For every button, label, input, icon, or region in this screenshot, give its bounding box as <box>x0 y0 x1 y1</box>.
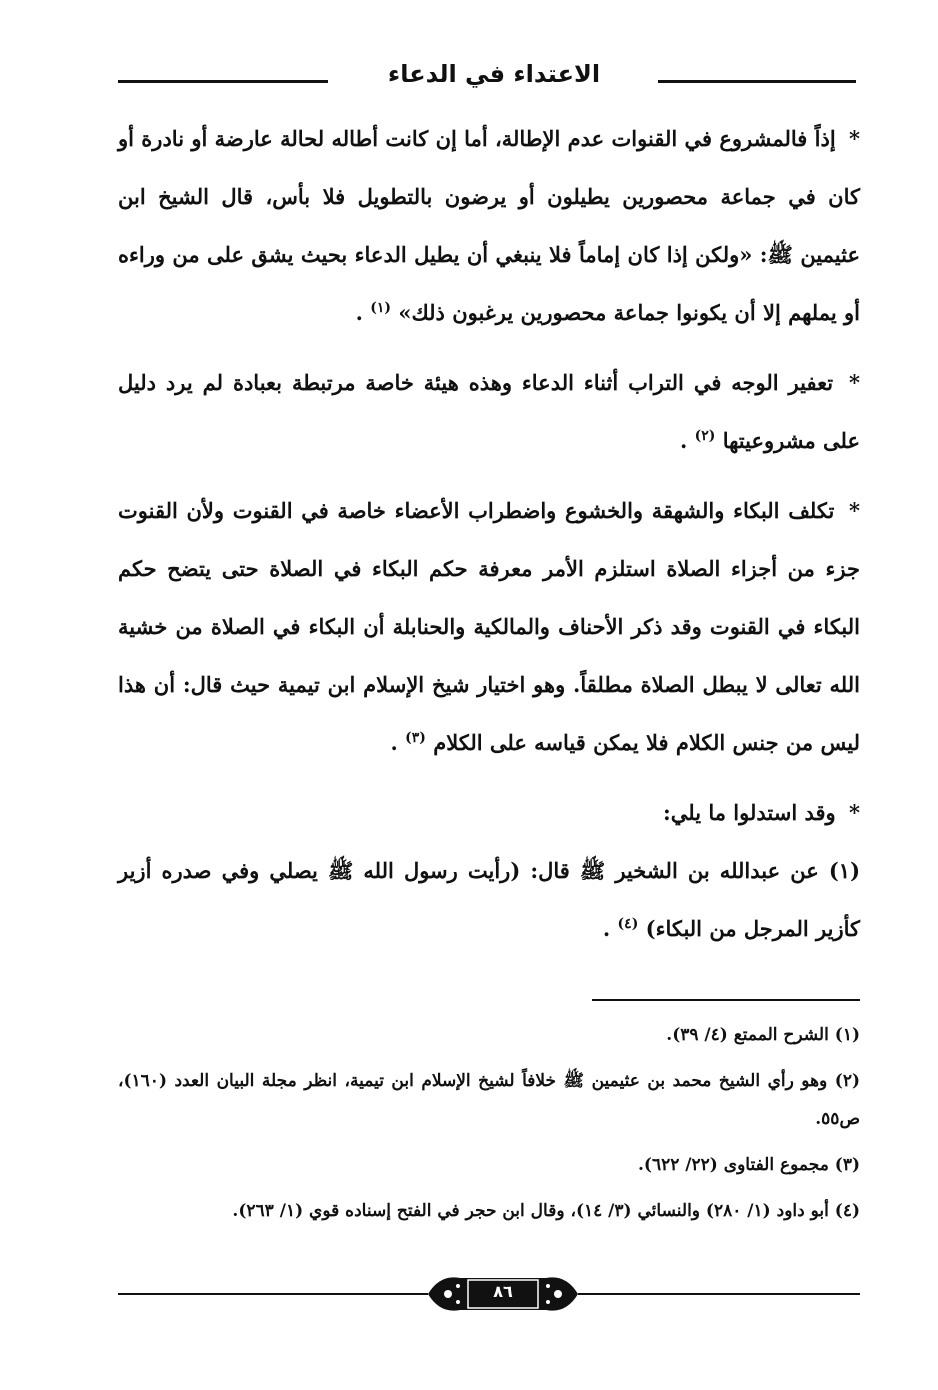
paragraph-end: . <box>390 730 398 755</box>
bullet-star: * <box>849 498 860 523</box>
main-text <box>118 110 860 970</box>
footnote-1: (١) الشرح الممتع (٤/ ٣٩). <box>666 1025 860 1045</box>
footnote-ref[interactable]: (٤) <box>617 916 639 932</box>
paragraph-text: تعفير الوجه في التراب أثناء الدعاء وهذه هيئة خاصة مرتبطة بعبادة لم يرد دليل على مشروعيتها <box>118 370 860 453</box>
running-header-title: الاعتداء في الدعاء <box>387 60 601 88</box>
paragraph-end: . <box>355 300 363 325</box>
footnote-3: (٣) مجموع الفتاوى (٢٢/ ٦٢٢). <box>638 1155 860 1175</box>
paragraph-1 <box>118 110 860 342</box>
bullet-star: * <box>849 800 860 825</box>
paragraph-end: . <box>602 916 611 941</box>
paragraph-5 <box>118 842 860 958</box>
bullet-star: * <box>849 370 860 395</box>
footer-rule-right <box>580 1293 860 1295</box>
paragraph-end: . <box>679 428 688 453</box>
footnote-separator <box>592 999 860 1001</box>
bullet-star: * <box>849 126 860 151</box>
paragraph-text: وقد استدلوا ما يلي: <box>662 800 836 825</box>
footnote-ref[interactable]: (١) <box>370 300 391 316</box>
footnote-4: (٤) أبو داود (١/ ٢٨٠) والنسائي (٣/ ١٤)، وقال ابن حجر في الفتح إسناده قوي (١/ ٢٦٣). <box>232 1201 860 1221</box>
footnote-2: (٢) وهو رأي الشيخ محمد بن عثيمين ﷺ خلافاً لشيخ الإسلام ابن تيمية، انظر مجلة البيان العدد (١٦٠)، ص٥٥. <box>118 1071 860 1129</box>
paragraph-text: تكلف البكاء والشهقة والخشوع واضطراب الأعضاء خاصة في القنوت ولأن القنوت جزء من أجزاء الصلاة استلزم الأمر معرفة حكم البكاء في الصلاة حتى يتضح حكم البكاء في القنوت وقد ذكر الأحناف والمالكية والحنابلة أن البكاء في الصلاة من خشية الله تعالى لا يبطل الصلاة مطلقاً. وهو اختيار شيخ الإسلام ابن تيمية حيث قال: أن هذا ليس من جنس الكلام فلا يمكن قياسه على الكلام <box>118 498 860 755</box>
footnotes <box>118 1016 860 1238</box>
page-number: ٨٦ <box>493 1282 513 1301</box>
footnote-ref[interactable]: (٢) <box>694 428 716 444</box>
paragraph-2 <box>118 354 860 470</box>
footnote-ref[interactable]: (٣) <box>405 730 426 746</box>
paragraph-text: (١) عن عبدالله بن الشخير ﷺ قال: (رأيت رسول الله ﷺ يصلي وفي صدره أزير كأزير المرجل من البكاء) <box>118 858 860 941</box>
footer-rule-left <box>118 1293 426 1295</box>
paragraph-3 <box>118 482 860 772</box>
header-rule-right <box>658 80 856 83</box>
paragraph-text: إذاً فالمشروع في القنوات عدم الإطالة، أما إن كانت أطاله لحالة عارضة أو نادرة أو كان في جماعة محصورين يطيلون أو يرضون بالتطويل فلا بأس، قال الشيخ ابن عثيمين ﷺ: «ولكن إذا كان إماماً فلا ينبغي أن يطيل الدعاء بحيث يشق على من وراءه أو يملهم إلا أن يكونوا جماعة محصورين يرغبون ذلك» <box>118 126 860 325</box>
header-rule-left <box>118 80 328 83</box>
paragraph-4 <box>118 784 860 842</box>
